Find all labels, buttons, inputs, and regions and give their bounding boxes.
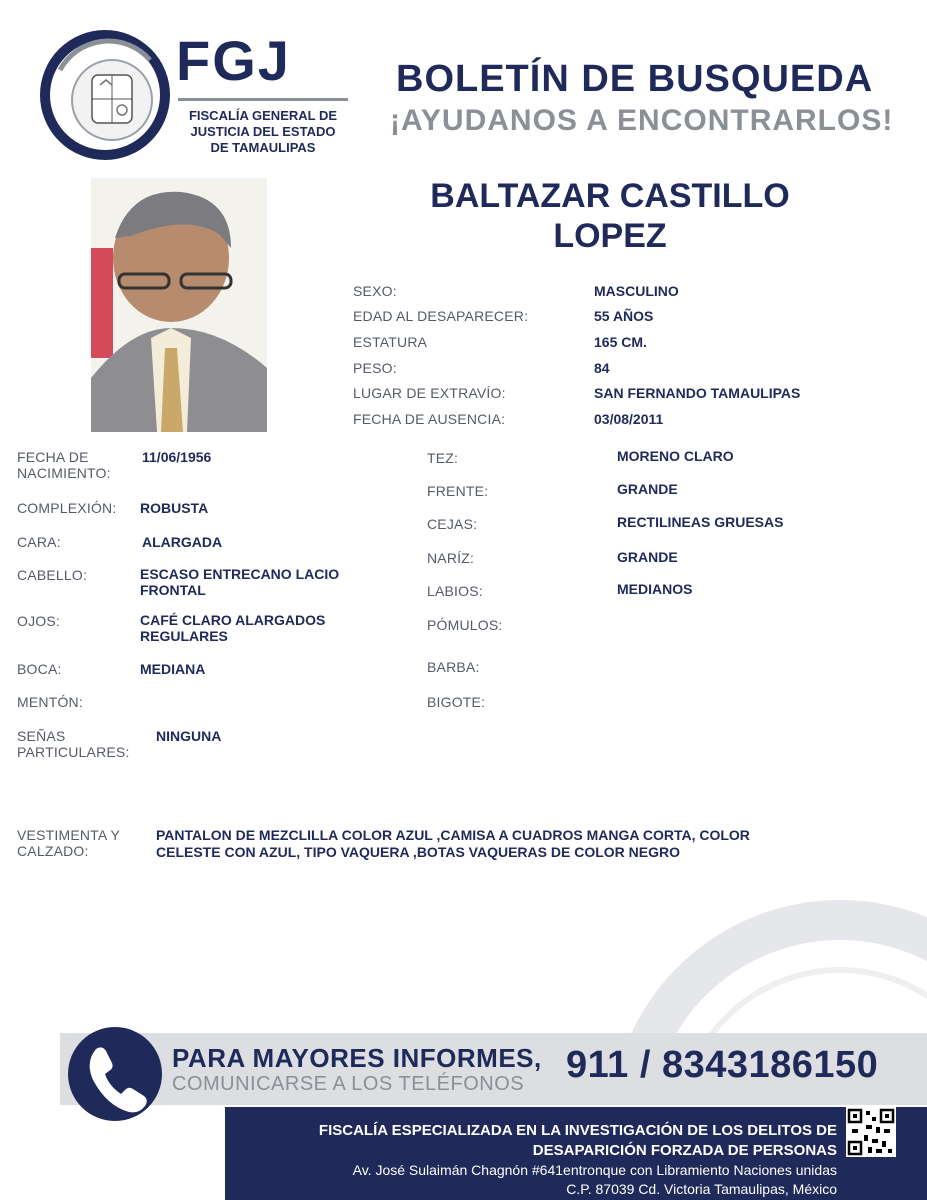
hair-value: ESCASO ENTRECANO LACIO FRONTAL [140, 566, 340, 598]
complexion-label: COMPLEXIÓN: [17, 500, 117, 516]
contact-line2: COMUNICARSE A LOS TELÉFONOS [172, 1073, 525, 1095]
sex-label: SEXO: [353, 283, 397, 299]
beard-label: BARBA: [427, 659, 480, 675]
marks-value: NINGUNA [156, 728, 222, 744]
forehead-value: GRANDE [617, 481, 678, 497]
contact-line1: PARA MAYORES INFORMES, [172, 1043, 542, 1073]
lips-label: LABIOS: [427, 583, 483, 599]
weight-label: PESO: [353, 360, 397, 376]
absence-date-value: 03/08/2011 [594, 411, 664, 427]
height-value: 165 CM. [594, 334, 647, 350]
logo-subtitle [168, 108, 358, 156]
clothing-value: PANTALON DE MEZCLILLA COLOR AZUL ,CAMISA A CUADROS MANGA CORTA, COLOR CELESTE CON AZUL, TIPO VAQUERA ,BOTAS VAQUERAS DE COLOR NEGRO [156, 827, 750, 860]
bulletin-title: BOLETÍN DE BUSQUEDA [396, 58, 874, 100]
age-value: 55 AÑOS [594, 308, 654, 324]
brows-label: CEJAS: [427, 516, 478, 532]
birth-date-label: FECHA DE NACIMIENTO: [17, 449, 111, 481]
logo-acronym: FGJ [176, 29, 291, 92]
hair-label: CABELLO: [17, 567, 88, 583]
location-label: LUGAR DE EXTRAVÍO: [353, 385, 506, 401]
mouth-value: MEDIANA [140, 661, 206, 677]
phone-icon [66, 1025, 164, 1123]
nose-label: NARÍZ: [427, 550, 475, 566]
footer-line1: FISCALÍA ESPECIALIZADA EN LA INVESTIGACIÓN DE LOS DELITOS DE [318, 1122, 837, 1139]
weight-value: 84 [594, 360, 610, 376]
marks-label: SEÑAS PARTICULARES: [17, 728, 130, 760]
person-photo [91, 178, 267, 432]
mouth-label: BOCA: [17, 661, 62, 677]
complexion-value: ROBUSTA [140, 500, 209, 516]
sex-value: MASCULINO [594, 283, 679, 299]
footer-address-line2: C.P. 87039 Cd. Victoria Tamaulipas, México [566, 1181, 837, 1197]
footer-line2: DESAPARICIÓN FORZADA DE PERSONAS [532, 1142, 837, 1159]
mustache-label: BIGOTE: [427, 694, 486, 710]
age-label: EDAD AL DESAPARECER: [353, 308, 529, 324]
absence-date-label: FECHA DE AUSENCIA: [353, 411, 506, 427]
phone-number: 911 / 8343186150 [566, 1044, 879, 1086]
face-value: ALARGADA [142, 534, 223, 550]
logo-divider [178, 98, 348, 101]
chin-label: MENTÓN: [17, 694, 83, 710]
person-name-line2: LOPEZ [553, 217, 667, 255]
brows-value: RECTILINEAS GRUESAS [617, 514, 784, 530]
eyes-label: OJOS: [17, 613, 61, 629]
person-name [380, 176, 840, 256]
fgj-seal-logo [40, 30, 170, 160]
person-name-line1: BALTAZAR CASTILLO [430, 177, 790, 215]
height-label: ESTATURA [353, 334, 428, 350]
qr-code-icon[interactable] [846, 1107, 896, 1157]
skin-label: TEZ: [427, 450, 459, 466]
footer-address-line1: Av. José Sulaimán Chagnón #641entronque con Libramiento Naciones unidas [352, 1162, 837, 1178]
birth-date-value: 11/06/1956 [142, 449, 212, 465]
logo-subtitle-line3: DE TAMAULIPAS [210, 140, 316, 155]
clothing-label: VESTIMENTA Y CALZADO: [17, 827, 121, 859]
face-label: CARA: [17, 534, 61, 550]
logo-subtitle-line1: FISCALÍA GENERAL DE [188, 108, 338, 123]
skin-value: MORENO CLARO [617, 448, 734, 464]
location-value: SAN FERNANDO TAMAULIPAS [594, 385, 801, 401]
cheekbones-label: PÓMULOS: [427, 617, 503, 633]
lips-value: MEDIANOS [617, 581, 693, 597]
forehead-label: FRENTE: [427, 483, 489, 499]
nose-value: GRANDE [617, 549, 678, 565]
logo-subtitle-line2: JUSTICIA DEL ESTADO [190, 124, 336, 139]
eyes-value: CAFÉ CLARO ALARGADOS REGULARES [140, 612, 326, 644]
bulletin-subtitle: ¡AYUDANOS A ENCONTRARLOS! [390, 104, 894, 137]
footer-bar [225, 1107, 927, 1200]
